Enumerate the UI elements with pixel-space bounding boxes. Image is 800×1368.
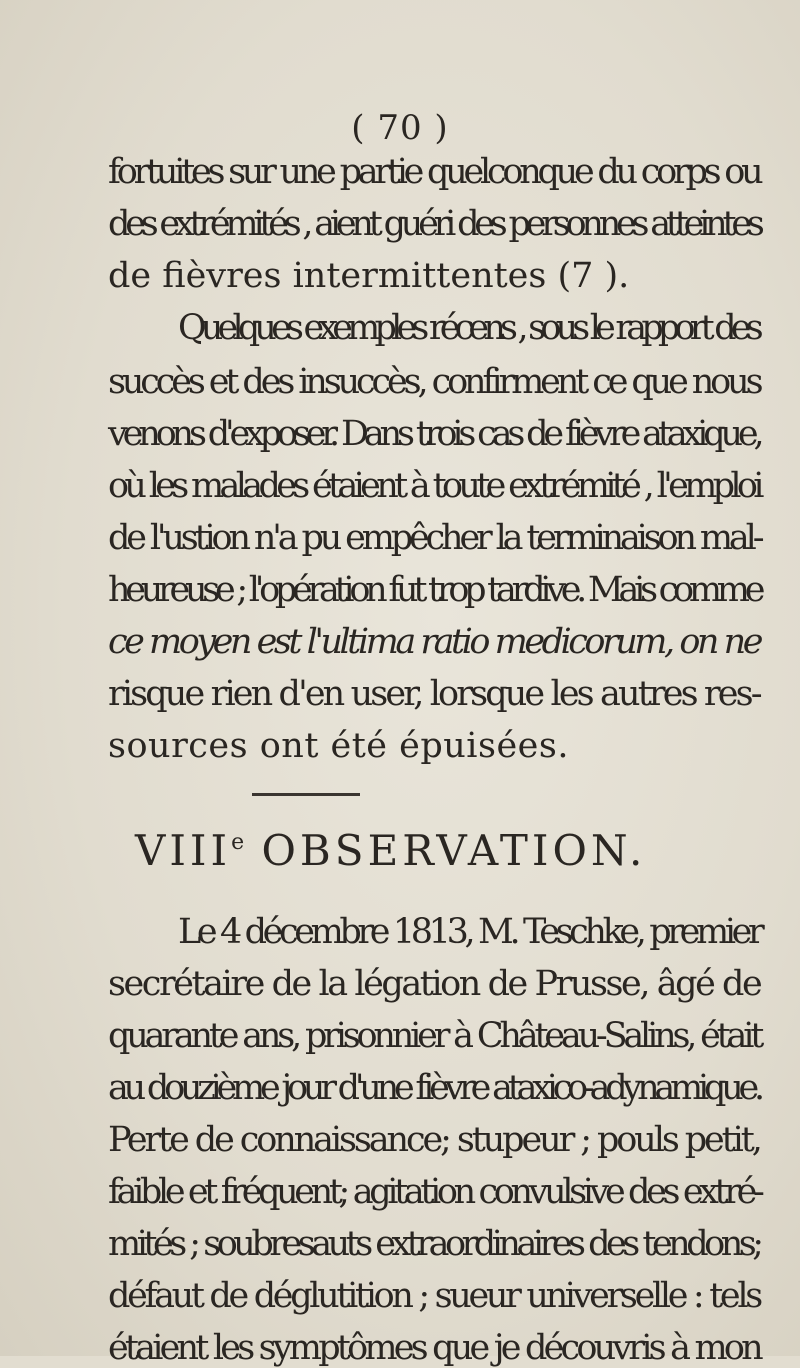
text-line: faible et fréquent; agitation convulsive des extré- xyxy=(108,1172,761,1212)
text-line: sources ont été épuisées. xyxy=(108,726,569,766)
text-line: ce moyen est l'ultima ratio medicorum, on ne xyxy=(108,622,760,662)
page-number: ( 70 ) xyxy=(351,108,449,148)
observation-heading xyxy=(135,826,646,875)
text-line: où les malades étaient à toute extrémité , l'emploi xyxy=(108,466,760,506)
text-line: fortuites sur une partie quelconque du corps ou xyxy=(108,152,760,192)
heading-title: OBSERVATION. xyxy=(261,826,647,875)
text-line: étaient les symptômes que je découvris à mon xyxy=(108,1328,760,1368)
text-line: quarante ans, prisonnier à Château-Salins, était xyxy=(108,1016,761,1056)
text-line: de l'ustion n'a pu empêcher la terminaison mal- xyxy=(108,518,761,558)
text-line: Quelques exemples récens , sous le rapport des xyxy=(178,308,758,348)
text-line: mités ; soubresauts extraordinaires des tendons; xyxy=(108,1224,760,1264)
text-line: de fièvres intermittentes (7 ). xyxy=(108,256,630,296)
text-line: défaut de déglutition ; sueur universelle : tels xyxy=(108,1276,760,1316)
text-line: au douzième jour d'une fièvre ataxico-adynamique. xyxy=(108,1068,760,1108)
text-line: Le 4 décembre 1813, M. Teschke, premier xyxy=(178,912,761,952)
text-line: des extrémités , aient guéri des personnes atteintes xyxy=(108,204,760,244)
text-line: heureuse ; l'opération fut trop tardive. Mais comme xyxy=(108,570,761,610)
text-line: succès et des insuccès, confirment ce que nous xyxy=(108,362,760,402)
heading-ordinal: e xyxy=(231,830,245,855)
heading-numeral: VIII xyxy=(135,826,232,875)
text-line: secrétaire de la légation de Prusse, âgé de xyxy=(108,964,761,1004)
text-line: Perte de connaissance; stupeur ; pouls petit, xyxy=(108,1120,760,1160)
text-line: risque rien d'en user, lorsque les autres res- xyxy=(108,674,760,714)
text-line: venons d'exposer. Dans trois cas de fièvre ataxique, xyxy=(108,414,760,454)
section-divider xyxy=(252,793,360,796)
